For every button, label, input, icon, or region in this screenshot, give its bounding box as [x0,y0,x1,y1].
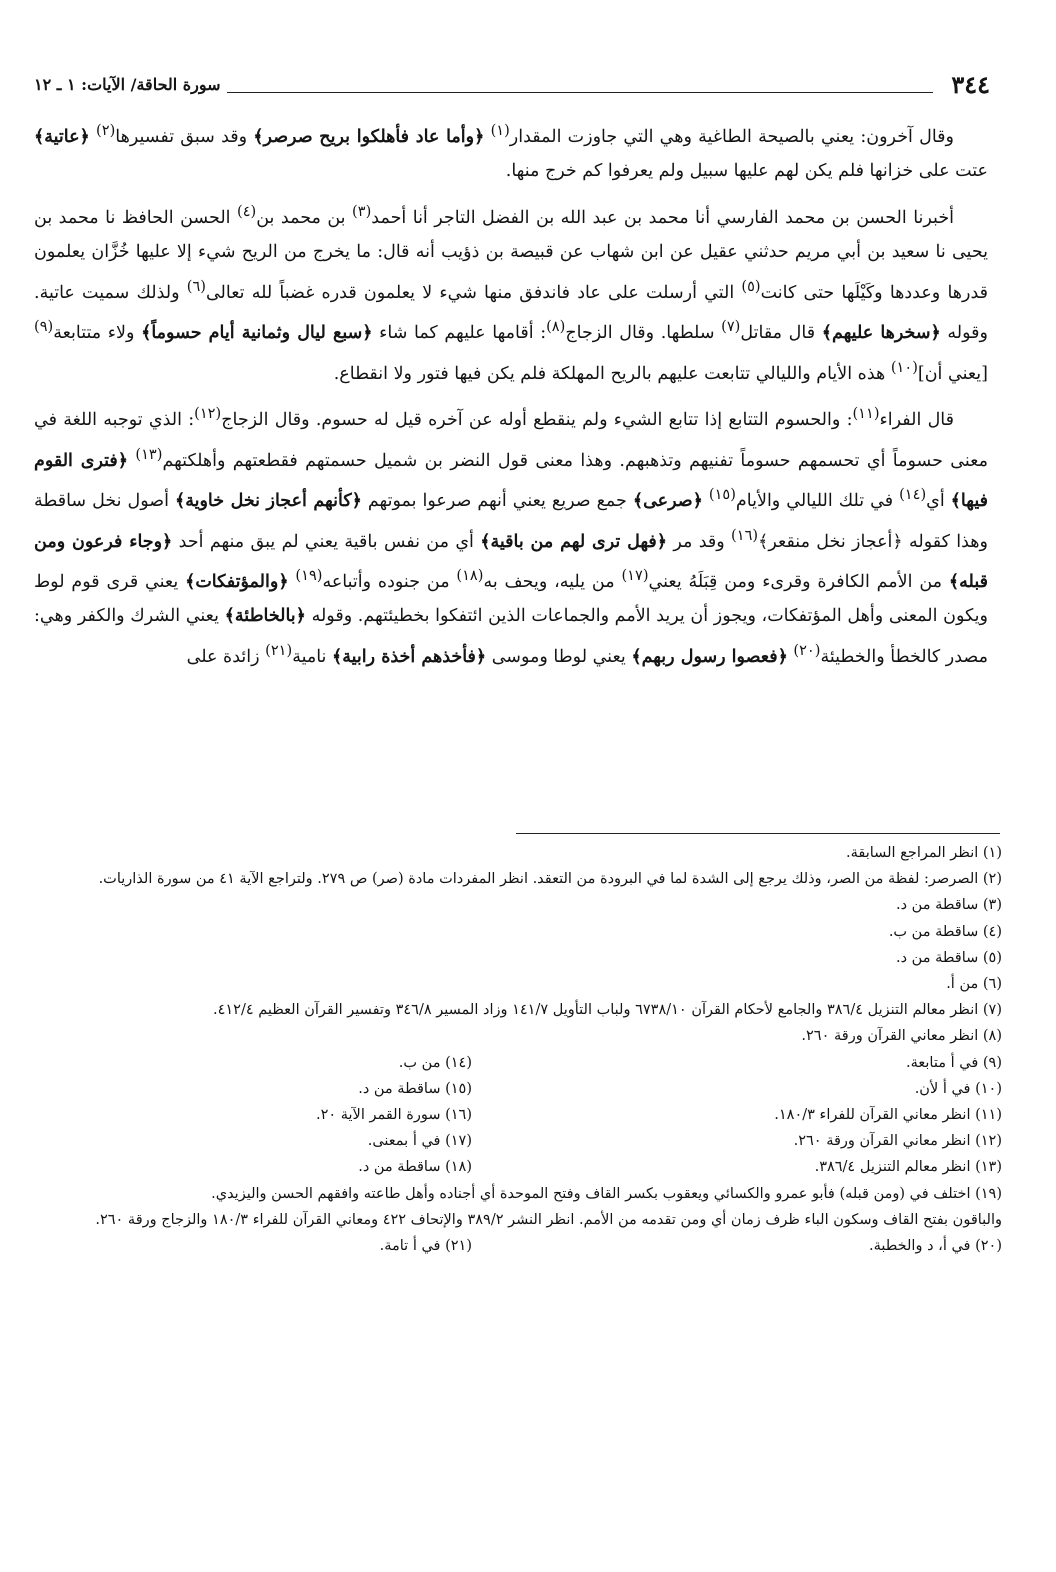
text-run: ولذلك سميت عاتية. وقوله [34,282,988,344]
footnote: (٣) ساقطة من د. [896,897,1002,914]
footnote: (١٠) في أ لأن. [914,1080,1002,1097]
text-run: قال مقاتل [740,323,822,344]
quran-quote: ﴿فهل ترى لهم من باقية﴾ [480,531,668,552]
footnote: (١٩) اختلف في (ومن قبله) فأبو عمرو والكسائي ويعقوب بكسر القاف وفتح الموحدة أي أجناده وأهل طاعته وافقهم الحسن واليزيدي. [211,1185,1002,1202]
quran-quote: ﴿فعصوا رسول ربهم﴾ [631,646,788,667]
text-run: يعني قرى قوم لوط ويكون المعنى وأهل المؤتفكات، ويجوز أن يريد الأمم والجماعات الذين ائتفكوا بخطيئتهم. وقوله [34,571,988,627]
text-run: : والحسوم التتابع إذا تتابع الشيء ولم ينقطع أوله عن آخره قيل له حسوم. وقال الزجاج [221,410,853,431]
text-run: جمع صريع يعني أنهم صرعوا بموتهم [361,490,633,511]
footnote-ref: (١٢) [194,405,222,423]
footnote-separator [516,833,1000,834]
footnote-ref: (١٠) [890,358,918,376]
text-run: أي من نفس باقية يعني لم يبق منهم أحد [172,531,481,552]
main-text [34,114,988,680]
text-run: الحسن الحافظ نا محمد بن يحيى نا سعيد بن أبي مريم حدثني عقيل عن ابن شهاب عن قبيصة بن ذؤيب أنه قال: ما يخرج من الريح شيء إلا عليها خُزَّان يعلمون قدرها وعددها وكَيْلَها حتى كانت [34,207,989,303]
text-run: [يعني أن] [917,363,988,384]
paragraph-2 [34,195,988,391]
text-run: زائدة على [186,646,266,667]
footnote-continuation: والباقون بفتح القاف وسكون الباء ظرف زمان أي ومن تقدمه من الأمم. انظر النشر ٣٨٩/٢ والإتحاف ٤٢٢ ومعاني القرآن للفراء ١٨٠/٣ والزجاج ورقة ٢٦٠. [95,1211,1002,1228]
text-run: نامية [292,646,332,667]
header-rule [227,92,934,93]
footnote-ref: (٧) [721,318,741,336]
text-run: هذه الأيام والليالي تتابعت عليهم بالريح المهلكة فلم يكن فيها فتور ولا انقطاع. [333,363,891,384]
quran-quote: ﴿بالخاطئة﴾ [224,606,306,627]
quran-quote: ﴿سبع ليال وثمانية أيام حسوماً﴾ [141,323,373,344]
footnote-ref: (١٦) [731,526,759,544]
footnote-ref: (٤) [237,203,257,221]
footnote-ref: (١٥) [708,486,736,504]
quran-quote: ﴿والمؤتفكات﴾ [185,571,289,592]
footnote-ref: (١١) [852,405,880,423]
text-run: التي أرسلت على عاد فاندفق منها شيء لا يعلمون قدره غضباً لله تعالى [205,282,742,303]
footnote-ref: (١) [490,122,510,139]
text-run: يعني الشرك والكفر وهي: مصدر كالخطأ والخطيئة [34,606,988,667]
text-run: سلطها. وقال الزجاج [565,323,722,344]
footnote-ref: (١٨) [456,566,484,584]
paragraph-1 [34,114,988,189]
footnote: (١) انظر المراجع السابقة. [845,845,1002,861]
text-run: وقال آخرون: يعني بالصيحة الطاغية وهي التي جاوزت المقدار [509,126,954,147]
text-run: وقد مر [667,531,732,552]
footnote: (١٣) انظر معالم التنزيل ٣٨٦/٤. [814,1159,1002,1176]
footnote: (١٦) سورة القمر الآية ٢٠. [315,1107,472,1124]
footnote-row [40,1102,1002,1128]
text-run: قال الفراء [879,410,954,431]
page-number: ٣٤٤ [951,70,990,99]
text-run: : أقامها عليهم كما شاء [372,323,547,344]
text-run: أصول نخل ساقطة وهذا كقوله ﴿أعجاز نخل منقعر﴾ [34,490,988,552]
footnote: (٤) ساقطة من ب. [888,923,1002,940]
footnote-row [40,1128,1002,1154]
footnote: (٢) الصرصر: لفظة من الصر، وذلك يرجع إلى الشدة لما في البرودة من التعقد. انظر المفردات مادة (صر) ص ٢٧٩. ولتراجع الآية ٤١ من سورة الذاريات. [98,871,1002,888]
text-run: أخبرنا الحسن بن محمد الفارسي أنا محمد بن عبد الله بن الفضل التاجر أنا أحمد [371,207,955,228]
quran-quote: ﴿وأما عاد فأهلكوا بريح صرصر﴾ [253,126,485,147]
footnote-row [40,1076,1002,1102]
quran-quote: ﴿فترى القوم فيها﴾ [34,450,988,511]
footnote-ref: (٢٠) [793,642,821,659]
footnote-row [40,1154,1002,1180]
footnote: (٢٠) في أ، د والخطبة. [869,1238,1002,1255]
quran-quote: ﴿سخرها عليهم﴾ [821,323,941,344]
footnote: (٦) من أ. [946,976,1002,993]
footnote: (١١) انظر معاني القرآن للفراء ١٨٠/٣. [774,1107,1002,1124]
text-run: ولاء متتابعة [53,323,142,344]
quran-quote: ﴿كأنهم أعجاز نخل خاوية﴾ [174,490,362,511]
footnote: (٧) انظر معالم التنزيل ٣٨٦/٤ والجامع لأحكام القرآن ٦٧٣٨/١٠ ولباب التأويل ١٤١/٧ وزاد المسير ٣٤٦/٨ وتفسير القرآن العظيم ٤١٢/٤. [212,1002,1002,1019]
text-run: من يليه، ويحف به [483,571,622,592]
text-run: من الأمم الكافرة وقرىء ومن قِبَلَهُ يعني [648,571,949,592]
text-run: : الذي توجبه اللغة في معنى حسوماً أي تحسمهم حسوماً تفنيهم وتذهبهم. وهذا معنى قول النضر بن شميل حسمتهم فقطعتهم وأهلكتهم [34,410,988,471]
footnote: (٩) في أ متابعة. [906,1054,1002,1071]
quran-quote: ﴿عاتية﴾ [34,126,90,147]
quran-quote: ﴿وجاء فرعون ومن قبله﴾ [34,531,988,592]
footnote: (١٥) ساقطة من د. [358,1080,472,1097]
footnote: (٨) انظر معاني القرآن ورقة ٢٦٠. [801,1028,1002,1045]
footnote-row [40,1233,1002,1259]
text-run: عتت على خزانها فلم يكن لهم عليها سبيل ولم يعرفوا كم خرج منها. [505,161,988,182]
paragraph-3 [34,397,988,674]
footnote: (١٨) ساقطة من د. [358,1159,472,1176]
quran-quote: ﴿فأخذهم أخذة رابية﴾ [332,646,487,667]
footnote: (١٤) من ب. [398,1054,472,1071]
text-run: من جنوده وأتباعه [322,571,457,592]
footnote-ref: (٥) [741,278,761,296]
footnote-ref: (١٩) [295,566,323,584]
footnote-ref: (٣) [352,203,372,221]
footnote: (٢١) في أ تامة. [379,1238,472,1255]
footnotes [40,840,1002,1259]
quran-quote: ﴿صرعى﴾ [632,490,703,511]
text-run: وقد سبق تفسيرها [115,126,254,147]
text-run: بن محمد بن [256,207,353,228]
footnote-ref: (١٧) [621,566,649,584]
footnote-ref: (٨) [546,318,566,336]
footnote: (١٧) في أ بمعنى. [367,1133,472,1150]
footnote: (٥) ساقطة من د. [896,949,1002,966]
footnote-ref: (٦) [186,278,206,296]
footnote-ref: (١٤) [899,486,927,504]
page-header [34,66,990,100]
footnote-ref: (١٣) [135,445,163,463]
text-run: أي [926,490,951,511]
footnote: (١٢) انظر معاني القرآن ورقة ٢٦٠. [793,1133,1002,1150]
footnote-ref: (٩) [34,318,54,336]
footnote-ref: (٢١) [265,642,293,659]
footnote-row [40,1050,1002,1076]
text-run: يعني لوطا وموسى [486,646,632,667]
footnote-ref: (٢) [96,122,116,139]
text-run: في تلك الليالي والأيام [735,490,900,511]
running-title: سورة الحاقة/ الآيات: ١ ـ ١٢ [34,75,221,94]
